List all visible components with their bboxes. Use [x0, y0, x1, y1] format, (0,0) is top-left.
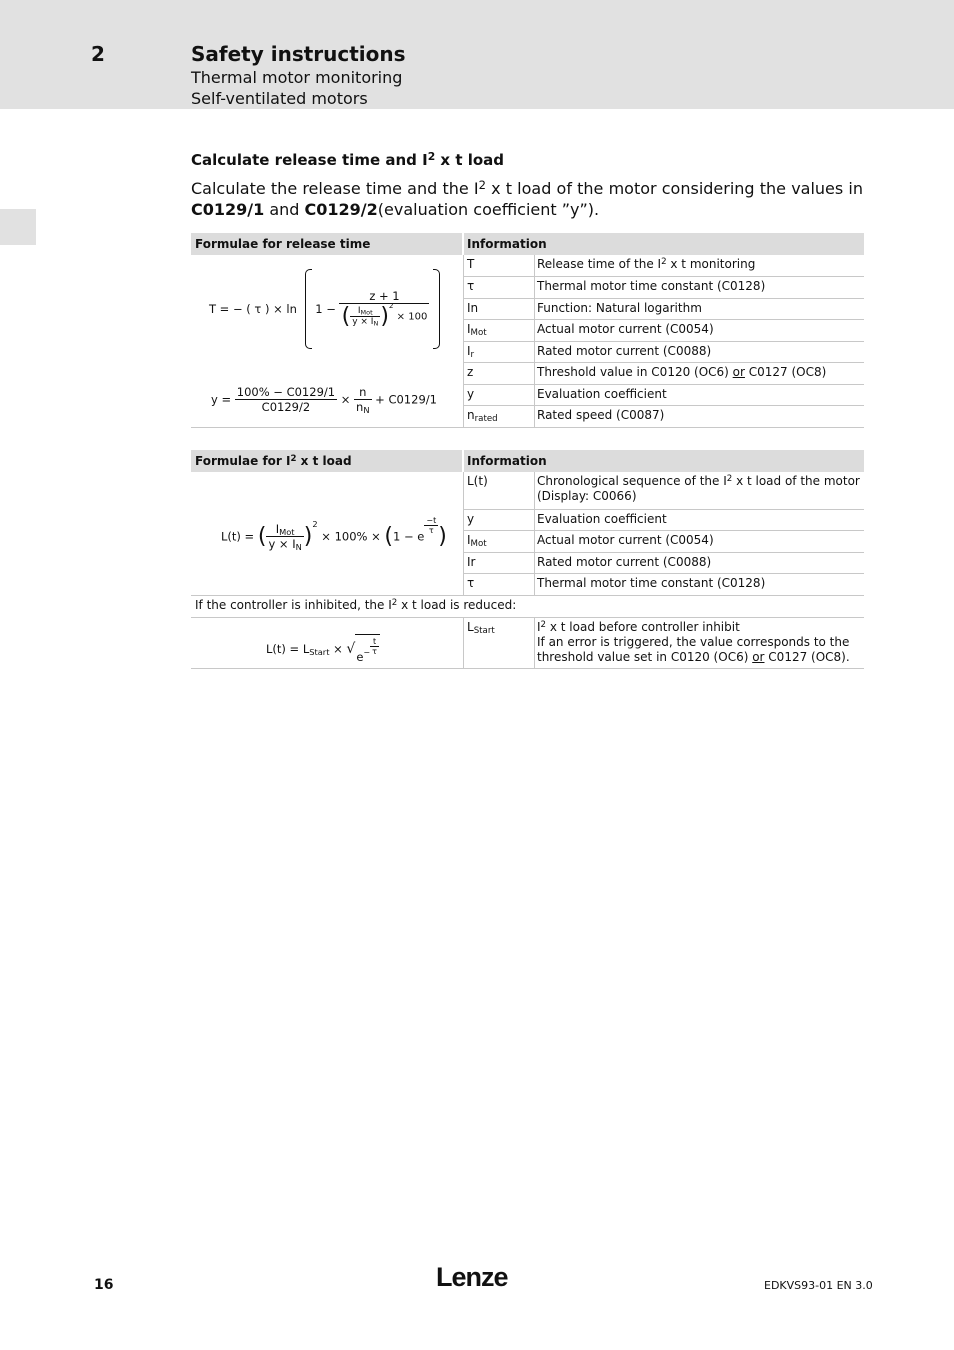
- table-row: $I_r$ Rated motor current (C0088): [464, 342, 864, 363]
- table-row: T Release time of the $I^2$ x t monitoring: [464, 255, 864, 277]
- table-header-information: Information: [464, 233, 864, 255]
- table-header-formulae: Formulae for $I^2$ x t load: [191, 450, 462, 472]
- header-band: [0, 0, 954, 109]
- table-row: $n_{rated}$ Rated speed (C0087): [467, 408, 665, 425]
- table-row: $I_{Mot}$ Actual motor current (C0054): [464, 531, 864, 553]
- table-row: In Function: Natural logarithm: [464, 299, 864, 320]
- formula-evaluation-coefficient: y = $\frac{100\% - C0129/1}{C0129/2}$ × $\frac{n}{n_N}$ + C0129/1: [211, 385, 437, 416]
- table-row: z Threshold value in C0120 (OC6) or C0127 (OC8): [464, 363, 864, 385]
- table-row: y Evaluation coefficient: [464, 510, 864, 531]
- table-row: τ Thermal motor time constant (C0128): [464, 277, 864, 299]
- intro-paragraph: Calculate the release time and the $I^2$ x t load of the motor considering the values in C0129/1 and C0129/2(evaluation coefficient ”y”).: [191, 177, 863, 219]
- table-header-formulae: Formulae for release time: [191, 233, 462, 255]
- load-table: [191, 450, 864, 670]
- chapter-number: 2: [91, 42, 105, 66]
- table-row: y Evaluation coefficient: [464, 385, 864, 406]
- side-tab-marker: [0, 209, 36, 245]
- document-id: EDKVS93-01 EN 3.0: [764, 1279, 873, 1292]
- lenze-logo: Lenze: [436, 1262, 508, 1292]
- subtitle-thermal-monitoring: Thermal motor monitoring: [191, 68, 403, 87]
- table-row: L(t) Chronological sequence of the $I^2$ x t load of the motor (Display: C0066): [464, 472, 864, 510]
- table-header-information: Information: [464, 450, 864, 472]
- page-number: 16: [94, 1277, 114, 1293]
- inhibit-note-row: If the controller is inhibited, the $I^2$ x t load is reduced:: [195, 598, 517, 612]
- formula-inhibit-load: $L(t) = L_{Start} \times √e^-$ $\frac{t}{\tau}$: [266, 634, 380, 664]
- release-time-table: [191, 233, 864, 428]
- section-heading: Calculate release time and $I^2$ x t load: [191, 150, 505, 169]
- chapter-title: Safety instructions: [191, 42, 406, 66]
- subtitle-self-ventilated: Self-ventilated motors: [191, 89, 368, 108]
- formula-release-time: T = − ( τ ) × ln 1 − z + 1 ( $\frac{I_{Mot}}{y \times I_N}$ )$^2$ × 100: [209, 269, 440, 349]
- table-row: Ir Rated motor current (C0088): [464, 553, 864, 574]
- table-bottom-rule: [191, 427, 864, 428]
- table-bottom-rule: [191, 668, 864, 669]
- formula-load: L(t) = ( $\frac{I_{Mot}}{y \times I_N}$ )$^2$ × 100% × (1 − e $\frac{-t}{\tau}$ ): [221, 516, 447, 553]
- table-row: $I_{Mot}$ Actual motor current (C0054): [464, 320, 864, 342]
- table-row: τ Thermal motor time constant (C0128): [467, 576, 766, 590]
- table-row: $L_{Start}$ $I^2$ x t load before controller inhibit If an error is triggered, the value corresponds to the threshold value set in C0120 (OC6) or C0127 (OC8).: [467, 620, 850, 664]
